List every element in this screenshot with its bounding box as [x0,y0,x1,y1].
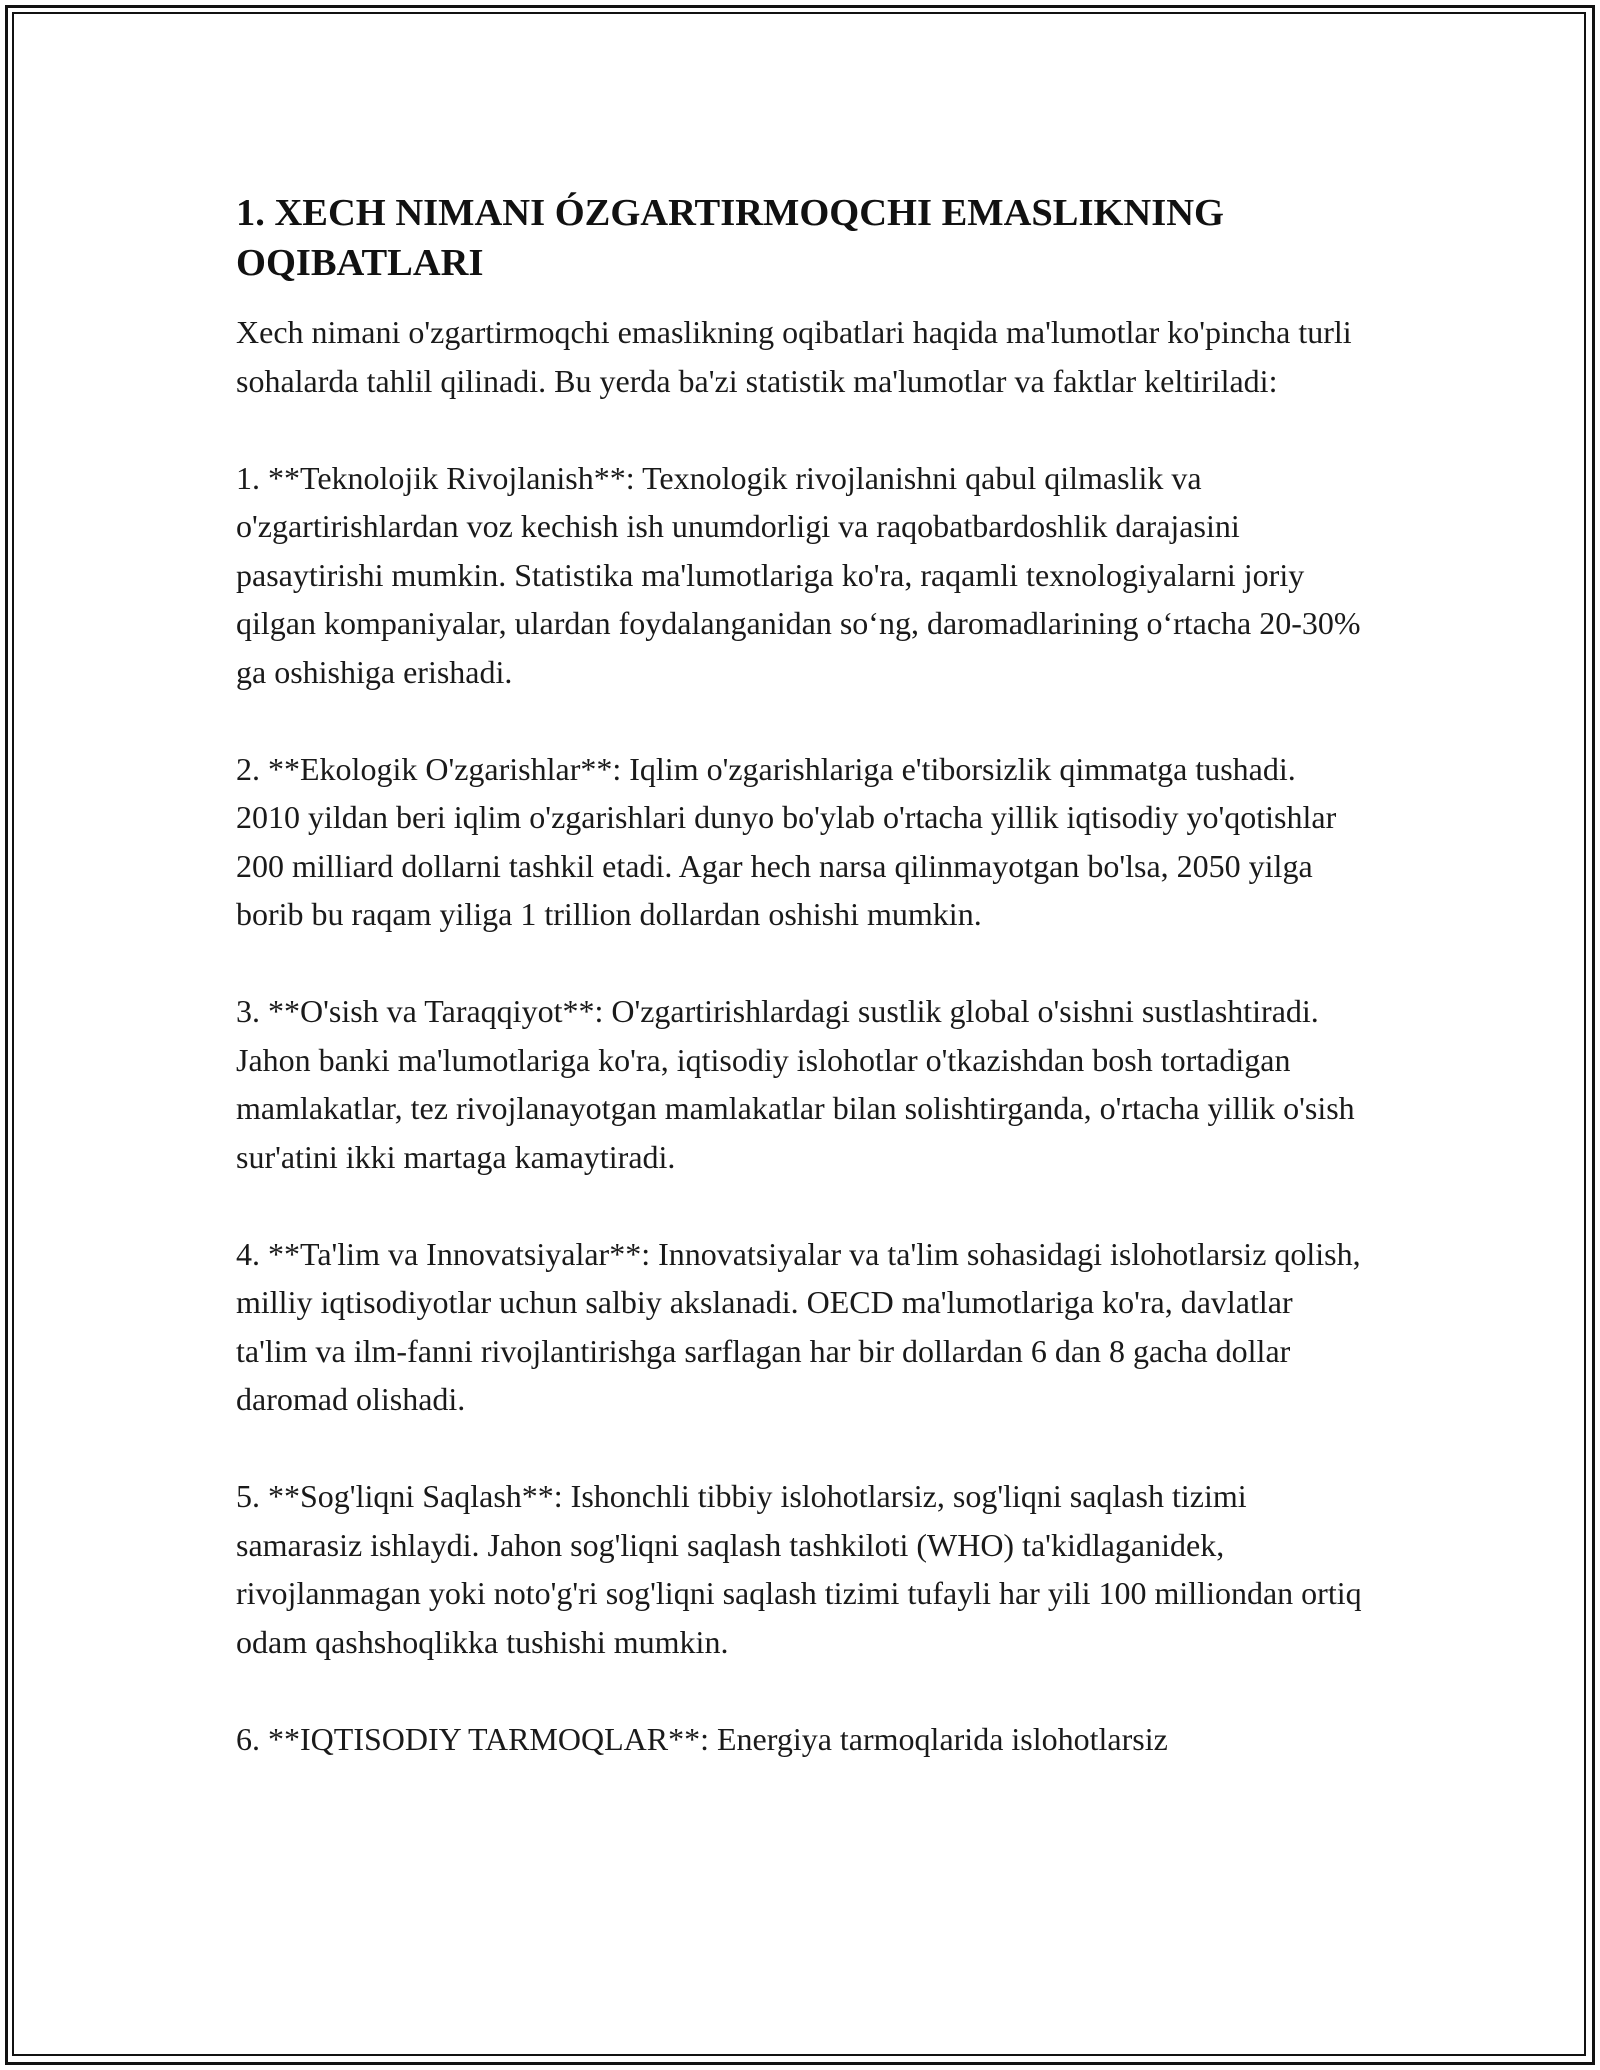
list-item: 1. **Teknolojik Rivojlanish**: Texnologik rivojlanishni qabul qilmaslik va o'zgartirishlardan voz kechish ish unumdorligi va raqobatbardoshlik darajasini pasaytirishi mumkin. Statistika ma'lumotlariga ko'ra, raqamli texnologiyalarni joriy qilgan kompaniyalar, ulardan foydalanganidan so‘ng, daromadlarining o‘rtacha 20-30% ga oshishiga erishadi. [236,459,1369,690]
list-item: 3. **O'sish va Taraqqiyot**: O'zgartirishlardagi sustlik global o'sishni sustlashtiradi. Jahon banki ma'lumotlariga ko'ra, iqtisodiy islohotlar o'tkazishdan bosh tortadigan mamlakatlar, tez rivojlanayotgan mamlakatlar bilan solishtirganda, o'rtacha yillik o'sish sur'atini ikki martaga kamaytiradi. [236,993,1363,1175]
list-item: 5. **Sog'liqni Saqlash**: Ishonchli tibbiy islohotlarsiz, sog'liqni saqlash tizimi samarasiz ishlaydi. Jahon sog'liqni saqlash tashkiloti (WHO) ta'kidlaganidek, rivojlanmagan yoki noto'g'ri sog'liqni saqlash tizimi tufayli har yili 100 milliondan ortiq odam qashshoqlikka tushishi mumkin. [236,1478,1370,1660]
list-item: 4. **Ta'lim va Innovatsiyalar**: Innovatsiyalar va ta'lim sohasidagi islohotlarsiz qolish, milliy iqtisodiyotlar uchun salbiy akslanadi. OECD ma'lumotlariga ko'ra, davlatlar ta'lim va ilm-fanni rivojlantirishga sarflagan har bir dollardan 6 dan 8 gacha dollar daromad olishadi. [236,1235,1369,1417]
page-title: 1. XECH NIMANI ÓZGARTIRMOQCHI EMASLIKNING OQIBATLARI [236,192,1224,284]
intro-paragraph: Xech nimani o'zgartirmoqchi emaslikning oqibatlari haqida ma'lumotlar ko'pincha turli sohalarda tahlil qilinadi. Bu yerda ba'zi statistik ma'lumotlar va faktlar keltiriladi: [236,314,1360,399]
document-body [236,188,1370,1812]
list-item: 6. **IQTISODIY TARMOQLAR**: Energiya tarmoqlarida islohotlarsiz [236,1720,1168,1757]
list-item: 2. **Ekologik O'zgarishlar**: Iqlim o'zgarishlariga e'tiborsizlik qimmatga tushadi. 2010 yildan beri iqlim o'zgarishlari dunyo bo'ylab o'rtacha yillik iqtisodiy yo'qotishlar 200 milliard dollarni tashkil etadi. Agar hech narsa qilinmayotgan bo'lsa, 2050 yilga borib bu raqam yiliga 1 trillion dollardan oshishi mumkin. [236,750,1345,932]
